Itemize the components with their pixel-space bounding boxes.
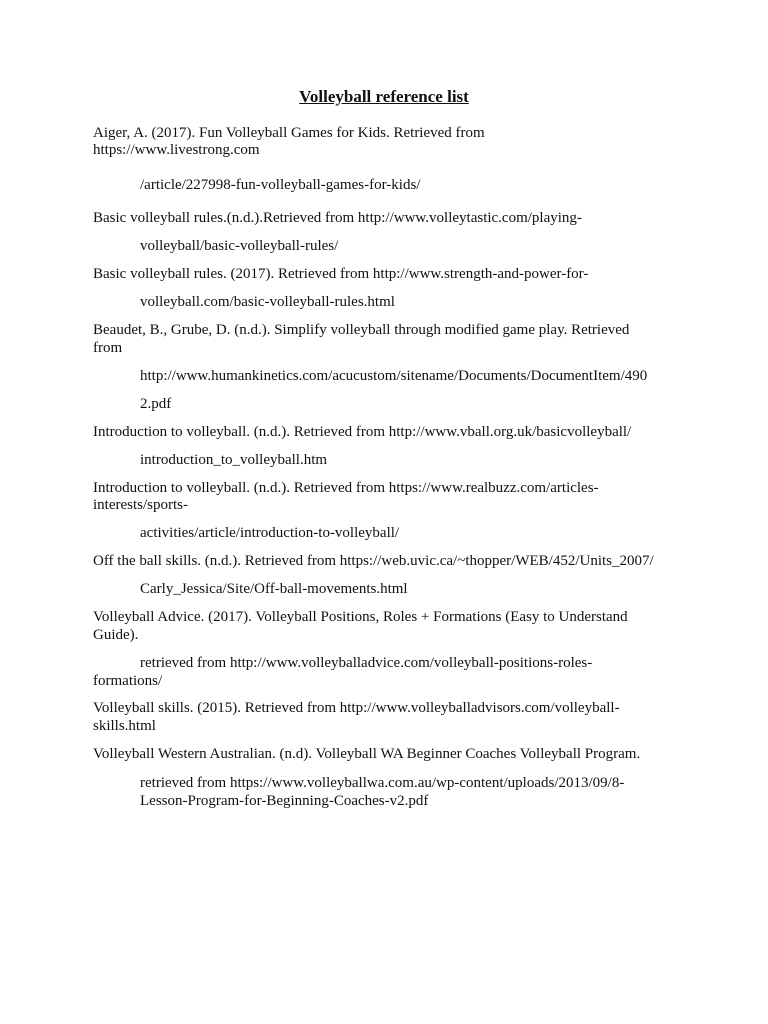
reference-7-continuation-1: Carly_Jessica/Site/Off-ball-movements.html [140,581,408,597]
page-title: Volleyball reference list [299,87,469,106]
reference-9-line-1: Volleyball skills. (2015). Retrieved from http://www.volleyballadvisors.com/volleyball- [93,700,620,716]
reference-4-line-2: from [93,340,123,356]
reference-2-line-1: Basic volleyball rules.(n.d.).Retrieved from http://www.volleytastic.com/playing- [93,210,582,226]
reference-1-continuation-1: /article/227998-fun-volleyball-games-for-kids/ [140,177,421,193]
reference-10-continuation-2: Lesson-Program-for-Beginning-Coaches-v2.pdf [140,793,429,809]
reference-8-line-1: Volleyball Advice. (2017). Volleyball Positions, Roles + Formations (Easy to Understand [93,609,628,625]
reference-7-line-1: Off the ball skills. (n.d.). Retrieved from https://web.uvic.ca/~thopper/WEB/452/Units_2007/ [93,553,654,569]
reference-10-line-1: Volleyball Western Australian. (n.d). Volleyball WA Beginner Coaches Volleyball Program. [93,746,641,762]
reference-2-continuation-1: volleyball/basic-volleyball-rules/ [140,238,339,254]
reference-9-line-2: skills.html [93,718,156,734]
reference-6-line-2: interests/sports- [93,497,188,513]
reference-5-continuation-1: introduction_to_volleyball.htm [140,452,328,468]
reference-10-continuation-1: retrieved from https://www.volleyballwa.com.au/wp-content/uploads/2013/09/8- [140,775,625,791]
reference-4-line-1: Beaudet, B., Grube, D. (n.d.). Simplify volleyball through modified game play. Retrieved [93,322,630,338]
reference-1-line-1: Aiger, A. (2017). Fun Volleyball Games for Kids. Retrieved from [93,125,485,141]
reference-4-continuation-2: 2.pdf [140,396,172,412]
reference-6-continuation-1: activities/article/introduction-to-volleyball/ [140,525,400,541]
reference-6-line-1: Introduction to volleyball. (n.d.). Retrieved from https://www.realbuzz.com/articles- [93,480,599,496]
reference-3-continuation-1: volleyball.com/basic-volleyball-rules.html [140,294,395,310]
reference-4-continuation-1: http://www.humankinetics.com/acucustom/sitename/Documents/DocumentItem/490 [140,368,648,384]
reference-8-line-2: Guide). [93,627,139,643]
reference-1-line-2: https://www.livestrong.com [93,142,260,158]
reference-8-continuation-1: retrieved from http://www.volleyballadvice.com/volleyball-positions-roles- [140,655,593,671]
reference-5-line-1: Introduction to volleyball. (n.d.). Retrieved from http://www.vball.org.uk/basicvolleyball/ [93,424,632,440]
reference-8-wrap-line: formations/ [93,673,163,689]
reference-3-line-1: Basic volleyball rules. (2017). Retrieved from http://www.strength-and-power-for- [93,266,589,282]
